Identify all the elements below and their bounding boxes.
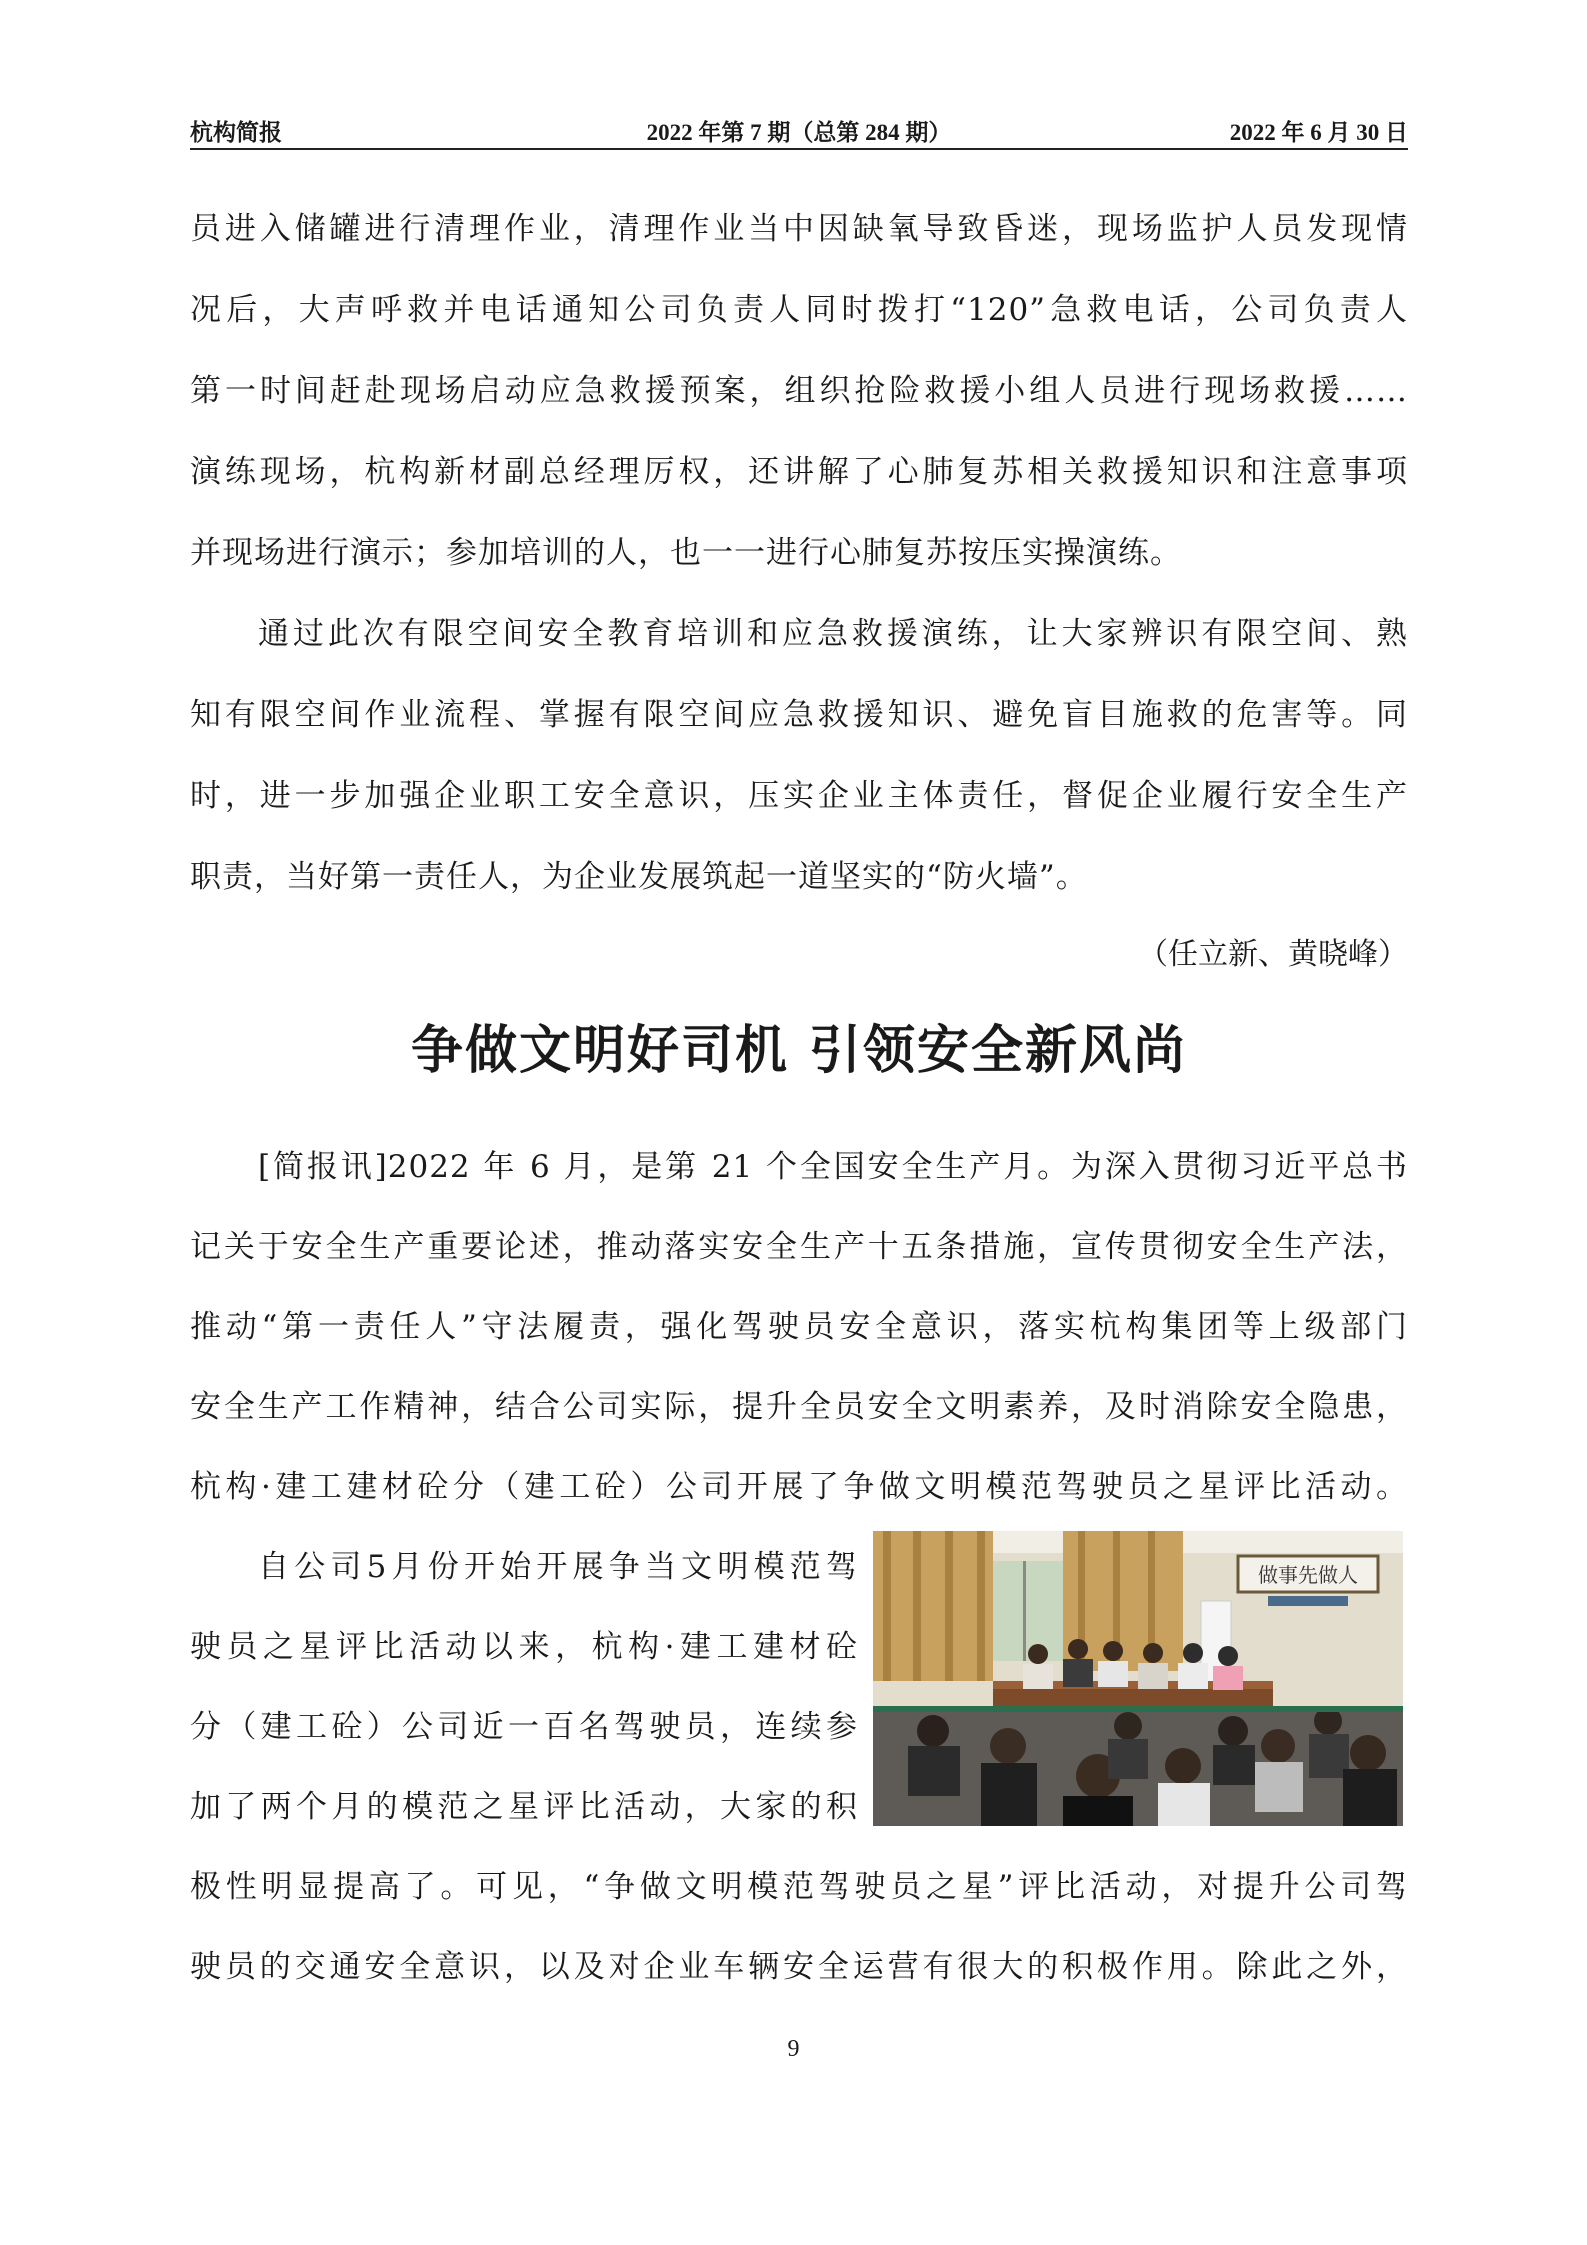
text-line: 记关于安全生产重要论述，推动落实安全生产十五条措施，宣传贯彻安全生产法， — [190, 1229, 1408, 1265]
text-line: 驶员之星评比活动以来，杭构·建工建材砼 — [190, 1629, 858, 1665]
header-date: 2022 年 6 月 30 日 — [1229, 120, 1408, 145]
text-line: [简报讯]2022 年 6 月，是第 21 个全国安全生产月。为深入贯彻习近平总书 — [258, 1149, 1408, 1185]
text-line: 知有限空间作业流程、掌握有限空间应急救援知识、避免盲目施救的危害等。同 — [190, 697, 1408, 733]
text-line: 推动“第一责任人”守法履责，强化驾驶员安全意识，落实杭构集团等上级部门 — [190, 1309, 1408, 1345]
text-line: 时，进一步加强企业职工安全意识，压实企业主体责任，督促企业履行安全生产 — [190, 778, 1408, 814]
text-line: 演练现场，杭构新材副总经理厉权，还讲解了心肺复苏相关救援知识和注意事项 — [190, 454, 1408, 490]
header-issue: 2022 年第 7 期（总第 284 期） — [646, 120, 952, 145]
page-number: 9 — [787, 2036, 800, 2062]
text-line: 通过此次有限空间安全教育培训和应急救援演练，让大家辨识有限空间、熟 — [258, 616, 1408, 652]
meeting-photo — [873, 1531, 1403, 1826]
text-line: 自公司5月份开始开展争当文明模范驾 — [258, 1549, 858, 1585]
text-line: 极性明显提高了。可见，“争做文明模范驾驶员之星”评比活动，对提升公司驾 — [190, 1869, 1408, 1905]
text-line: 职责，当好第一责任人，为企业发展筑起一道坚实的“防火墙”。 — [190, 859, 1088, 895]
text-line: 况后，大声呼救并电话通知公司负责人同时拨打“120”急救电话，公司负责人 — [190, 292, 1408, 328]
text-line: 加了两个月的模范之星评比活动，大家的积 — [190, 1789, 858, 1825]
article-title: 争做文明好司机 引领安全新风尚 — [410, 1021, 1188, 1081]
text-line: 并现场进行演示；参加培训的人，也一一进行心肺复苏按压实操演练。 — [190, 535, 1182, 571]
author-byline: （任立新、黄晓峰） — [1138, 937, 1408, 972]
text-line: 员进入储罐进行清理作业，清理作业当中因缺氧导致昏迷，现场监护人员发现情 — [190, 211, 1408, 247]
wall-calligraphy: 做事先做人 — [1258, 1563, 1358, 1587]
text-line: 安全生产工作精神，结合公司实际，提升全员安全文明素养，及时消除安全隐患， — [190, 1389, 1408, 1425]
page-header — [190, 110, 1408, 150]
header-publication-name: 杭构简报 — [190, 120, 282, 145]
text-line: 分（建工砼）公司近一百名驾驶员，连续参 — [190, 1709, 858, 1745]
text-line: 驶员的交通安全意识，以及对企业车辆安全运营有很大的积极作用。除此之外， — [190, 1949, 1408, 1985]
text-line: 第一时间赶赴现场启动应急救援预案，组织抢险救援小组人员进行现场救援…… — [190, 373, 1408, 409]
text-line: 杭构·建工建材砼分（建工砼）公司开展了争做文明模范驾驶员之星评比活动。 — [190, 1469, 1408, 1505]
